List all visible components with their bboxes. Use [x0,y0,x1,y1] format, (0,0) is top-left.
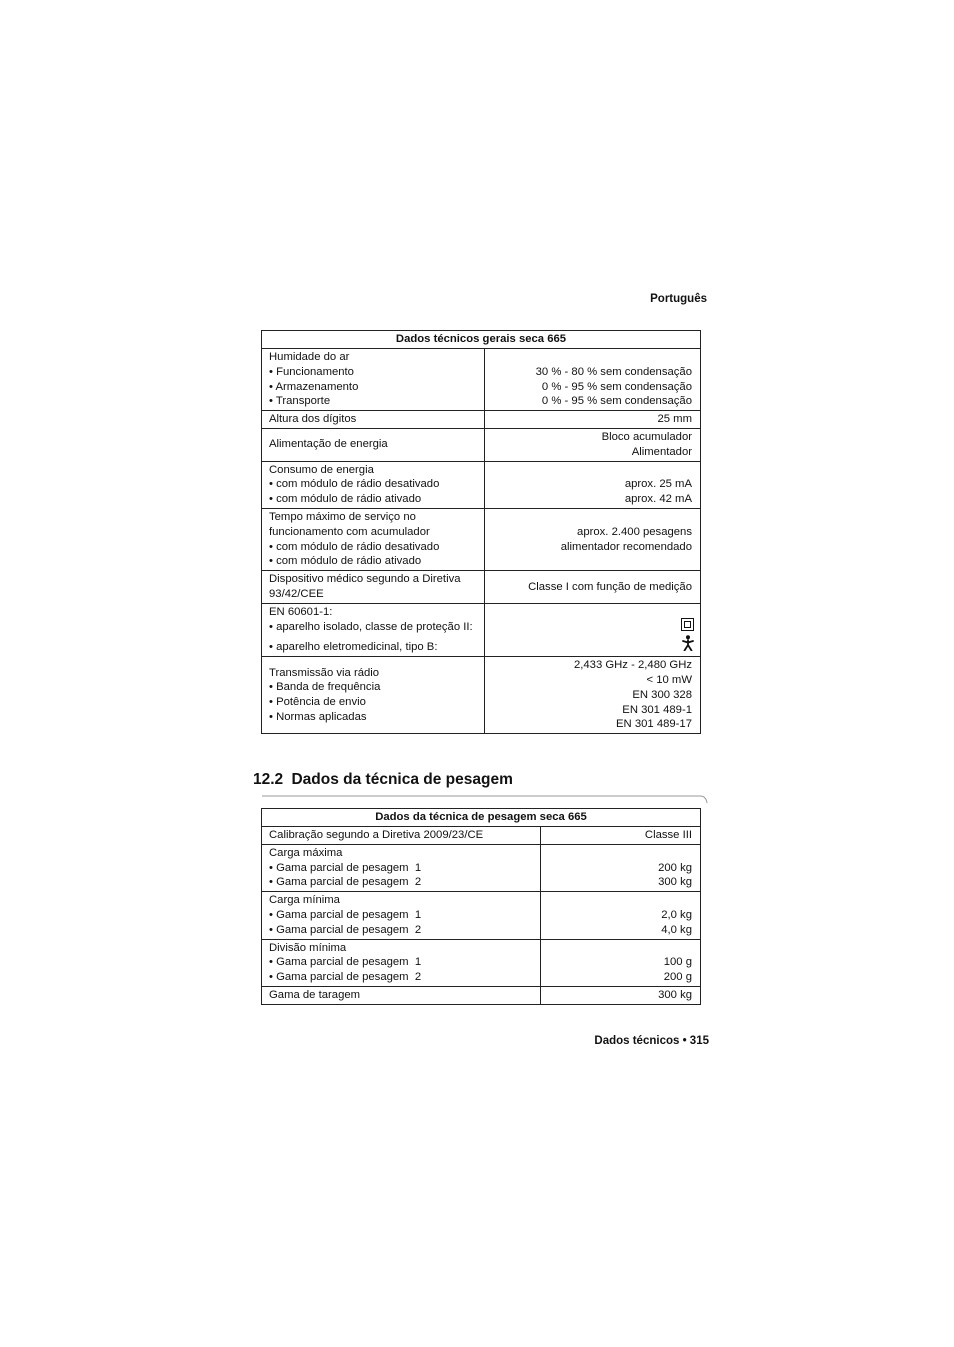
row-item: • Gama parcial de pesagem 1 [269,908,422,921]
table-row [262,657,701,734]
row-value: 4,0 kg [661,923,692,936]
row-item: • Funcionamento [269,365,354,378]
row-label: Transmissão via rádio [269,666,380,679]
table-row [262,508,701,570]
general-specs-table [261,330,701,734]
row-label: 93/42/CEE [269,587,324,600]
row-value: 2,0 kg [661,908,692,921]
table-row [262,844,701,891]
table-row [262,461,701,508]
row-value: 300 kg [658,988,692,1001]
row-label: Divisão mínima [269,941,347,954]
row-label: Altura dos dígitos [269,413,357,426]
row-value: EN 301 489-1 [622,703,692,716]
row-item: • Armazenamento [269,380,359,393]
row-value: aprox. 2.400 pesagens [577,525,692,538]
row-value: 0 % - 95 % sem condensação [541,380,692,393]
section-rule [262,795,708,805]
section-number: 12.2 [253,771,284,788]
row-value: EN 301 489-17 [616,718,692,731]
table-row [262,349,701,411]
row-item: • com módulo de rádio ativado [269,555,422,568]
row-item: • Potência de envio [269,696,366,709]
table-row [262,603,701,656]
section-heading [253,771,513,789]
row-item: • com módulo de rádio ativado [269,493,422,506]
table-row [262,827,701,845]
row-value: Classe I com função de medição [528,580,692,593]
row-value: Alimentador [631,445,692,458]
row-value: 100 g [663,956,692,969]
row-item: • Banda de frequência [269,681,381,694]
row-item: • aparelho eletromedicinal, tipo B: [269,641,438,654]
row-label: Alimentação de energia [269,438,388,451]
row-value: 0 % - 95 % sem condensação [541,395,692,408]
table-title: Dados técnicos gerais seca 665 [262,331,701,349]
double-square-icon [681,618,694,631]
language-label: Português [650,293,707,305]
row-item: • Gama parcial de pesagem 1 [269,956,422,969]
page-footer: Dados técnicos • 315 [594,1035,709,1047]
table-row [262,892,701,939]
row-value: alimentador recomendado [560,540,692,553]
table-row [262,986,701,1004]
row-value: 30 % - 80 % sem condensação [535,365,692,378]
table-row [262,428,701,461]
row-value: EN 300 328 [632,688,692,701]
row-value: aprox. 42 mA [624,493,692,506]
row-value: aprox. 25 mA [624,478,692,491]
row-label: Dispositivo médico segundo a Diretiva [269,573,461,586]
row-value: < 10 mW [646,673,692,686]
row-item: • com módulo de rádio desativado [269,540,440,553]
row-item: • com módulo de rádio desativado [269,478,440,491]
row-item: • Gama parcial de pesagem 2 [269,923,422,936]
row-label: funcionamento com acumulador [269,525,430,538]
row-label: Humidade do ar [269,351,350,363]
row-value: 2,433 GHz - 2,480 GHz [573,659,692,672]
row-item: • Gama parcial de pesagem 1 [269,861,422,874]
row-label: Gama de taragem [269,988,361,1001]
row-label: Tempo máximo de serviço no [269,510,416,523]
section-title: Dados da técnica de pesagem [291,771,513,788]
row-value: 200 g [663,971,692,984]
row-item: • Gama parcial de pesagem 2 [269,876,422,889]
row-label: Calibração segundo a Diretiva 2009/23/CE [269,829,484,841]
table-title: Dados da técnica de pesagem seca 665 [262,809,701,827]
row-value: Classe III [644,829,692,841]
row-item: • Normas aplicadas [269,710,367,723]
table-row [262,411,701,429]
row-item: • Gama parcial de pesagem 2 [269,971,422,984]
row-label: Carga máxima [269,846,343,859]
row-label: Consumo de energia [269,463,374,476]
table-row [262,571,701,604]
row-item: • Transporte [269,395,331,408]
type-b-person-icon [681,635,695,651]
row-value: Bloco acumulador [601,430,692,443]
row-label: Carga mínima [269,894,340,907]
row-value: 200 kg [658,861,692,874]
row-value: 300 kg [658,876,692,889]
row-value: 25 mm [657,413,692,426]
weighing-specs-table [261,808,701,1005]
row-item: • aparelho isolado, classe de proteção II: [269,620,473,633]
row-label: EN 60601-1: [269,605,333,618]
table-row [262,939,701,986]
